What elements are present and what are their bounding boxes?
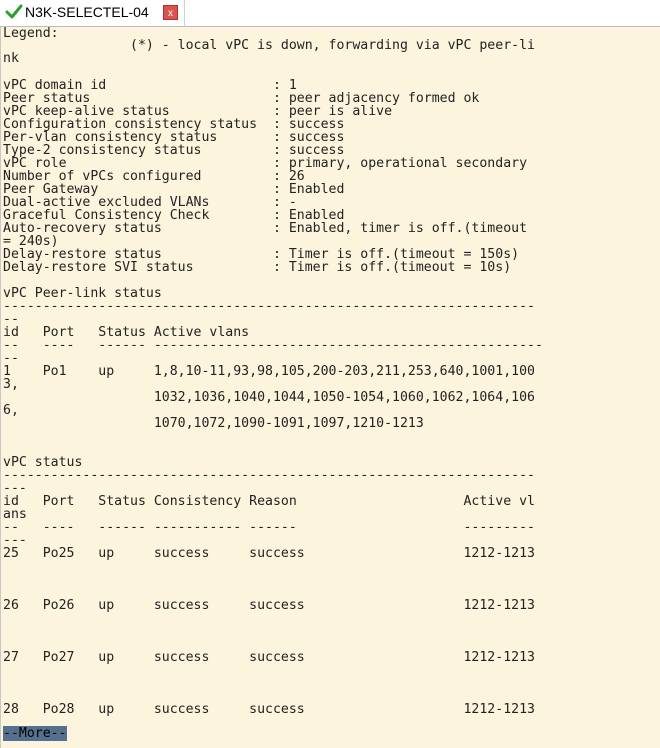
- session-tab[interactable]: [0, 0, 185, 26]
- terminal-line: (*) - local vPC is down, forwarding via vPC peer-li: [3, 38, 535, 53]
- terminal-line: 28 Po28 up success success 1212-1213: [3, 702, 535, 717]
- terminal-line: 25 Po25 up success success 1212-1213: [3, 546, 535, 561]
- close-tab-button[interactable]: x: [163, 5, 178, 20]
- terminal-line: 6,: [3, 403, 19, 418]
- terminal-line: Delay-restore SVI status : Timer is off.(timeout = 10s): [3, 260, 512, 275]
- terminal-line: 26 Po26 up success success 1212-1213: [3, 598, 535, 613]
- terminal-line: Configuration consistency status : success: [3, 117, 345, 132]
- tab-title: N3K-SELECTEL-04: [25, 4, 149, 20]
- terminal-line: vPC Peer-link status: [3, 286, 162, 301]
- terminal-line: Peer Gateway : Enabled: [3, 182, 345, 197]
- terminal-line: -------------------------------------------------------------------: [3, 468, 535, 483]
- terminal-line: 3,: [3, 377, 19, 392]
- terminal-line: Peer status : peer adjacency formed ok: [3, 91, 480, 106]
- terminal-line: Per-vlan consistency status : success: [3, 130, 345, 145]
- terminal-line: Graceful Consistency Check : Enabled: [3, 208, 345, 223]
- terminal-line: id Port Status Active vlans: [3, 325, 250, 340]
- terminal-line: vPC domain id : 1: [3, 78, 297, 93]
- terminal-line: --: [3, 312, 19, 327]
- terminal-line: -- ---- ------ ----------- ------ ---------: [3, 520, 535, 535]
- terminal-line: vPC keep-alive status : peer is alive: [3, 104, 393, 119]
- terminal-line: -- ---- ------ -------------------------------------------------: [3, 338, 543, 353]
- terminal-line: Legend:: [3, 26, 59, 41]
- terminal-line: id Port Status Consistency Reason Active vl: [3, 494, 535, 509]
- terminal-line: vPC role : primary, operational secondary: [3, 156, 528, 171]
- terminal-line: Number of vPCs configured : 26: [3, 169, 305, 184]
- terminal-line: Auto-recovery status : Enabled, timer is off.(timeout: [3, 221, 528, 236]
- terminal-line: nk: [3, 51, 19, 66]
- terminal-line: = 240s): [3, 234, 59, 249]
- terminal-line: 1070,1072,1090-1091,1097,1210-1213: [3, 416, 424, 431]
- terminal-line: ---: [3, 533, 27, 548]
- tab-bar: [0, 0, 660, 27]
- terminal-output[interactable]: [0, 27, 660, 748]
- terminal-line: Dual-active excluded VLANs : -: [3, 195, 297, 210]
- terminal-line: vPC status: [3, 455, 83, 470]
- terminal-line: Type-2 consistency status : success: [3, 143, 345, 158]
- checkmark-icon: [5, 3, 23, 21]
- terminal-line: 1 Po1 up 1,8,10-11,93,98,105,200-203,211,253,640,1001,100: [3, 364, 535, 379]
- terminal-line: 1032,1036,1040,1044,1050-1054,1060,1062,1064,106: [3, 390, 535, 405]
- terminal-line: --: [3, 351, 19, 366]
- terminal-line: -------------------------------------------------------------------: [3, 299, 535, 314]
- terminal-line: ans: [3, 507, 27, 522]
- more-prompt: --More--: [3, 726, 67, 741]
- terminal-line: Delay-restore status : Timer is off.(timeout = 150s): [3, 247, 520, 262]
- terminal-line: ---: [3, 481, 27, 496]
- terminal-line: 27 Po27 up success success 1212-1213: [3, 650, 535, 665]
